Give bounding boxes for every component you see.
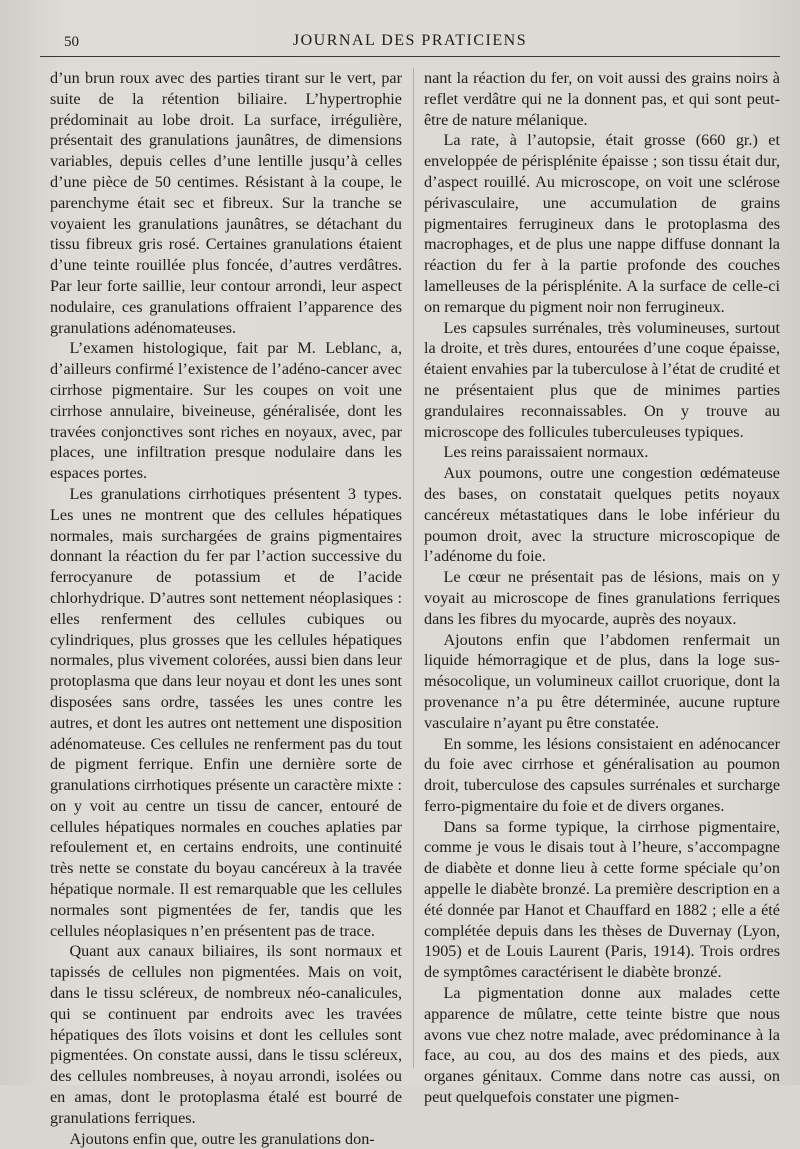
running-title: JOURNAL DES PRATICIENS [292, 32, 528, 49]
page-number: 50 [64, 34, 79, 50]
paragraph: Les capsules surrénales, très volumineuses, surtout la droite, et très dures, entourées d’une coque épaisse, étaient envahies par la tuberculose à l’état de crudité et ne présentaient plus que de minimes parties grandulaires reconnaissables. On y trouve au microscope des follicules tuberculeuses typiques. [424, 318, 780, 441]
paragraph: Le cœur ne présentait pas de lésions, mais on y voyait au microscope de fines granulations ferriques dans les fibres du myocarde, auprès des noyaux. [424, 568, 780, 628]
paragraph: Ajoutons enfin que, outre les granulations don- [69, 1129, 375, 1148]
paragraph: d’un brun roux avec des parties tirant sur le vert, par suite de la rétention biliaire. L’hypertrophie prédominait au lobe droit. La surface, irrégulière, présentait des granulations jaunâtres, de dimensions variables, depuis celles d’une lentille jusqu’à celles d’une pièce de 50 centimes. Résistant à la coupe, le parenchyme était sec et fibreux. Sur la tranche se voyaient les granulations jaunâtres, se détachant du tissu fibreux gris rosé. Certaines granulations étaient d’une teinte rouillée plus foncée, d’autres verdâtres. Par leur forte saillie, leur contour arrondi, leur aspect nodulaire, ces granulations offraient l’apparence des granulations adénomateuses. [50, 69, 402, 337]
paragraph: nant la réaction du fer, on voit aussi des grains noirs à reflet verdâtre qui ne la donnent pas, et qui sont peut-être de nature mélanique. [424, 69, 780, 129]
paragraph: Les reins paraissaient normaux. [443, 443, 649, 462]
paragraph: Quant aux canaux biliaires, ils sont normaux et tapissés de cellules non pigmentées. Mais on voit, dans le tissu scléreux, de nombreux néo-canalicules, qui se continuent par endroits avec les travées hépatiques des îlots voisins et dont les cellules sont pigmentées. On constate aussi, dans le tissu scléreux, des cellules nombreuses, à noyau arrondi, isolées ou en amas, dont le protoplasma étalé est bourré de granulations ferriques. [50, 942, 402, 1127]
paragraph: Ajoutons enfin que l’abdomen renfermait un liquide hémorragique et de plus, dans la loge sus-mésocolique, un volumineux caillot cruorique, dont la provenance n’a pu être déterminée, aucune rupture vasculaire n’ayant pu être constatée. [424, 630, 780, 732]
paragraph: Les granulations cirrhotiques présentent 3 types. Les unes ne montrent que des cellules hépatiques normales, mais surchargées de grains pigmentaires donnant la réaction du fer par l’action successive du ferrocyanure de potassium et de l’acide chlorhydrique. D’autres sont nettement néoplasiques : elles renferment des cellules cubiques ou cylindriques, plus grosses que les cellules hépatiques normales, plus vivement colorées, aussi bien dans leur protoplasma que dans leur noyau et dont les unes sont disposées sans ordre, tassées les unes contre les autres, et dont les autres ont nettement une disposition adénomateuse. Ces cellules ne renferment pas du tout de pigment ferrique. Enfin une dernière sorte de granulations cirrhotiques présente un caractère mixte : on y voit au centre un tissu de cancer, entouré de cellules hépatiques normales en couches aplaties par refoulement et, en certains endroits, une continuité très nette se constate du boyau cancéreux à la travée hépatique normale. Il est remarquable que les cellules normales sont pigmentées de fer, tandis que les cellules néoplasiques n’en présentent pas de trace. [50, 484, 402, 940]
right-column [424, 68, 780, 1107]
paragraph: La pigmentation donne aux malades cette apparence de mûlatre, cette teinte bistre que nous avons vue chez notre malade, avec prédominance à la face, au cou, au dos des mains et des pieds, aux organes génitaux. Comme dans notre cas aussi, on peut quelquefois constater une pigmen- [424, 984, 780, 1107]
paragraph: L’examen histologique, fait par M. Leblanc, a, d’ailleurs confirmé l’existence de l’adéno-cancer avec cirrhose pigmentaire. Sur les coupes on voit une cirrhose annulaire, biveineuse, généralisée, dont les travées conjonctives sont riches en noyaux, avec, par places, une infiltration presque nodulaire dans les espaces portes. [50, 339, 402, 483]
paragraph: La rate, à l’autopsie, était grosse (660 gr.) et enveloppée de périsplénite épaisse ; son tissu était dur, d’aspect rouillé. Au microscope, on voit une sclérose périvasculaire, une accumulation de grains pigmentaires ferrugineux dans le protoplasma des macrophages, et de plus une nappe diffuse donnant la réaction du fer à la partie profonde des couches lamelleuses de la périsplénite. A la surface de celle-ci on remarque du pigment noir non ferrugineux. [424, 131, 780, 316]
page-header [40, 30, 780, 57]
paragraph: Dans sa forme typique, la cirrhose pigmentaire, comme je vous le disais tout à l’heure, s’accompagne de diabète et donne lieu à cette forme spéciale qu’on appelle le diabète bronzé. La première description en a été donnée par Hanot et Chauffard en 1882 ; elle a été complétée depuis dans les thèses de Duvernay (Lyon, 1905) et de Louis Laurent (Paris, 1914). Trois ordres de symptômes caractérisent le diabète bronzé. [424, 817, 780, 982]
paragraph: En somme, les lésions consistaient en adénocancer du foie avec cirrhose et généralisation au poumon droit, tuberculose des capsules surrénales et surcharge ferro-pigmentaire du foie et de divers organes. [424, 734, 780, 815]
paragraph: Aux poumons, outre une congestion œdémateuse des bases, on constatait quelques petits noyaux cancéreux métastatiques dans le lobe inférieur du poumon droit, avec la structure microscopique de l’adénome du foie. [424, 464, 780, 566]
column-divider [413, 68, 414, 1068]
left-column [50, 68, 402, 1148]
